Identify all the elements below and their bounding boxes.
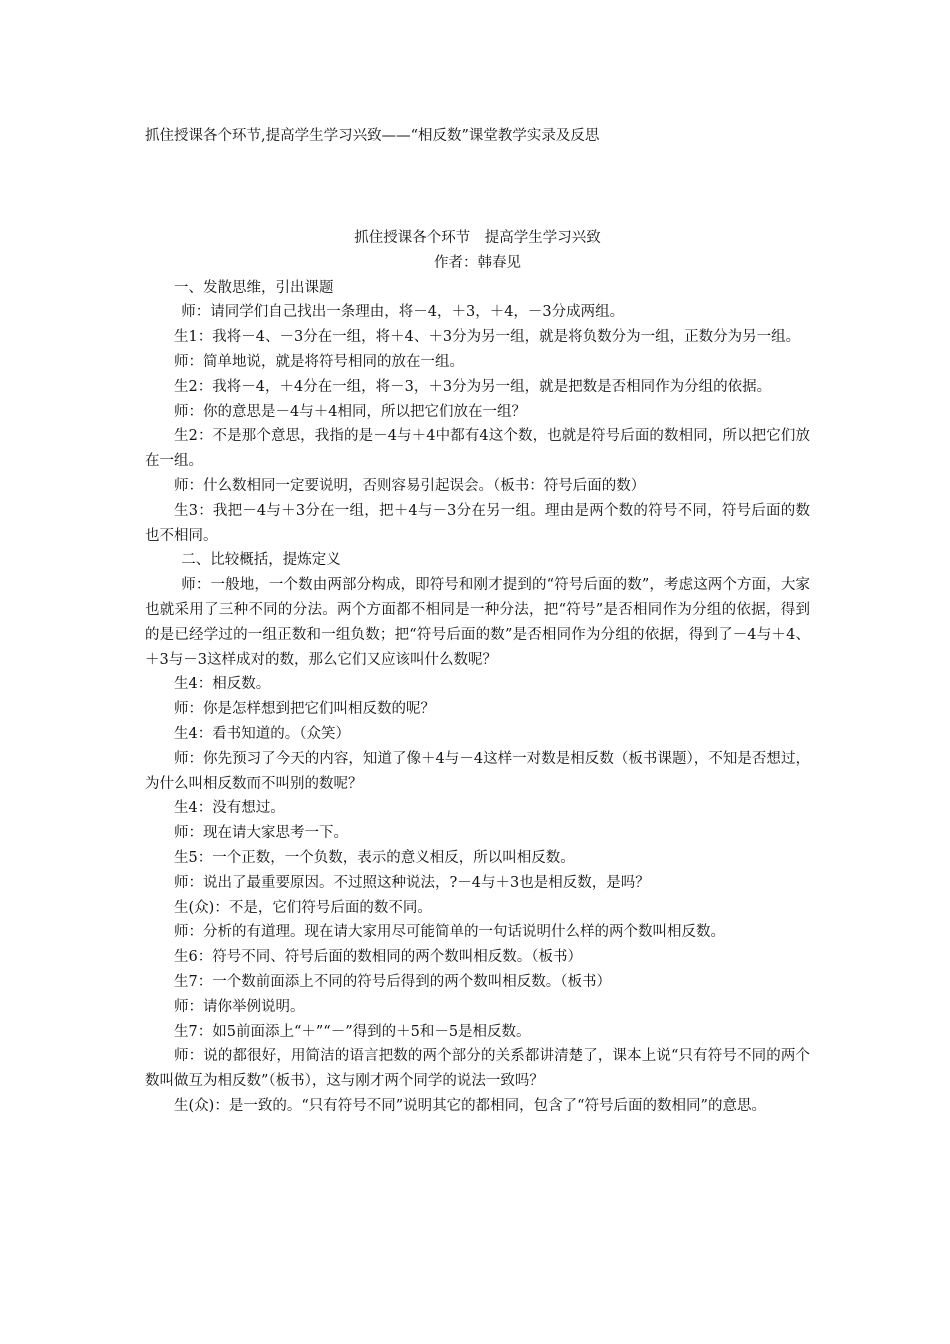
document-heading: 抓住授课各个环节,提高学生学习兴致——“相反数”课堂教学实录及反思 <box>145 128 600 144</box>
paragraph: 师：简单地说，就是将符号相同的放在一组。 <box>174 353 464 370</box>
paragraph: 师：请同学们自己找出一条理由，将－4，＋3，＋4，－3分成两组。 <box>181 304 625 321</box>
paragraph: 生6：符号不同、符号后面的数相同的两个数叫相反数。（板书） <box>174 949 582 966</box>
article-title: 抓住授课各个环节 提高学生学习兴致 <box>354 230 601 246</box>
paragraph: 生3：我把－4与＋3分在一组，把＋4与－3分在另一组。理由是两个数的符号不同，符号后面的数也不相同。 <box>145 502 810 544</box>
paragraph: 生4：看书知道的。（众笑） <box>174 725 350 742</box>
paragraph: 师：说出了最重要原因。不过照这种说法，?－4与＋3也是相反数，是吗？ <box>174 874 650 891</box>
paragraph: 生7：如5前面添上“＋”“－”得到的＋5和－5是相反数。 <box>174 1023 531 1040</box>
section-heading-1: 一、发散思维，引出课题 <box>174 279 334 296</box>
paragraph: 生1：我将－4、－3分在一组，将＋4、＋3分为另一组，就是将负数分为一组，正数分为另一组。 <box>174 329 801 346</box>
paragraph: 师：请你举例说明。 <box>174 998 305 1015</box>
paragraph: 师：你的意思是－4与＋4相同，所以把它们放在一组？ <box>174 403 526 420</box>
paragraph: 生(众)：是一致的。“只有符号不同”说明其它的都相同，包含了“符号后面的数相同”的意思。 <box>174 1097 766 1114</box>
paragraph: 生2：我将－4，＋4分在一组，将－3，＋3分为另一组，就是把数是否相同作为分组的依据。 <box>174 378 772 395</box>
paragraph: 师：说的都很好，用简洁的语言把数的两个部分的关系都讲清楚了，课本上说“只有符号不同的两个数叫做互为相反数”（板书），这与刚才两个同学的说法一致吗？ <box>145 1048 810 1090</box>
paragraph: 生4：相反数。 <box>174 676 271 693</box>
paragraph: 师：你先预习了今天的内容，知道了像＋4与－4这样一对数是相反数（板书课题），不知是否想过，为什么叫相反数而不叫别的数呢？ <box>145 750 810 792</box>
paragraph: 生7：一个数前面添上不同的符号后得到的两个数叫相反数。（板书） <box>174 973 611 990</box>
paragraph: 师：现在请大家思考一下。 <box>174 825 348 842</box>
paragraph: 师：分析的有道理。现在请大家用尽可能简单的一句话说明什么样的两个数叫相反数。 <box>174 924 725 941</box>
paragraph: 生4：没有想过。 <box>174 800 285 817</box>
paragraph: 师：你是怎样想到把它们叫相反数的呢？ <box>174 701 435 718</box>
paragraph: 师：什么数相同一定要说明，否则容易引起误会。（板书：符号后面的数） <box>174 477 646 494</box>
paragraph: 生5：一个正数，一个负数，表示的意义相反，所以叫相反数。 <box>174 849 575 866</box>
article-body <box>145 226 810 1119</box>
paragraph: 师：一般地，一个数由两部分构成，即符号和刚才提到的“符号后面的数”，考虑这两个方面，大家也就采用了三种不同的分法。两个方面都不相同是一种分法，把“符号”是否相同作为分组的依据，得到的是已经学过的一组正数和一组负数；把“符号后面的数”是否相同作为分组的依据，得到了－4与＋4、＋3与－3这样成对的数，那么它们又应该叫什么数呢？ <box>145 577 810 668</box>
article-author: 作者：韩春见 <box>434 254 521 271</box>
paragraph: 生(众)：不是，它们符号后面的数不同。 <box>174 899 432 916</box>
section-heading-2: 二、比较概括，提炼定义 <box>181 552 341 569</box>
paragraph: 生2：不是那个意思，我指的是－4与＋4中都有4这个数，也就是符号后面的数相同，所以把它们放在一组。 <box>145 428 810 470</box>
